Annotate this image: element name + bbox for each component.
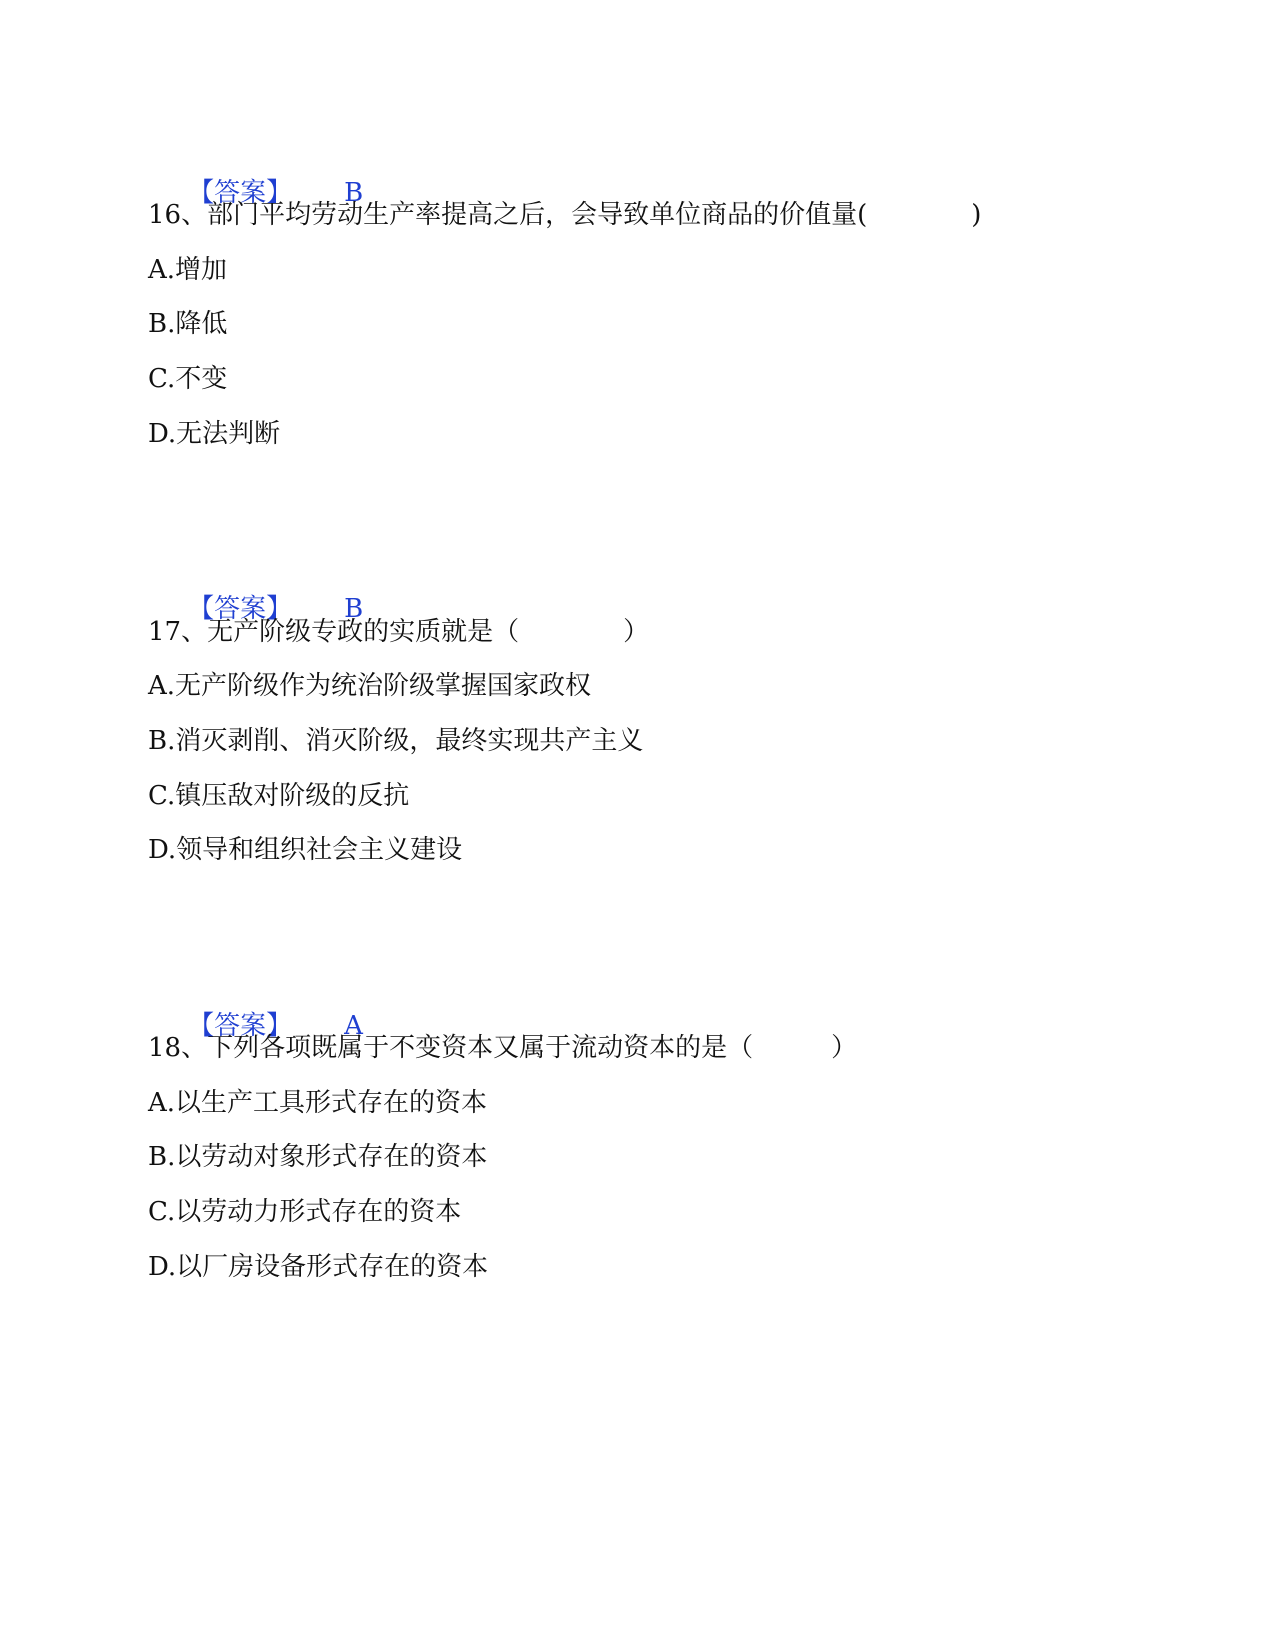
answer-label: 【答案】 bbox=[188, 1011, 293, 1041]
question-text: 17、无产阶级专政的实质就是（ ） bbox=[148, 617, 650, 647]
answer-value: B bbox=[344, 178, 364, 208]
option-b: B.以劳动对象形式存在的资本 bbox=[148, 1142, 488, 1172]
option-c: C.以劳动力形式存在的资本 bbox=[148, 1197, 462, 1227]
option-a: A.以生产工具形式存在的资本 bbox=[148, 1088, 488, 1118]
answer-label: 【答案】 bbox=[188, 594, 293, 624]
answer-value: A bbox=[344, 1011, 363, 1041]
question-text: 16、部门平均劳动生产率提高之后，会导致单位商品的价值量( ) bbox=[148, 200, 982, 230]
option-d: D.无法判断 bbox=[148, 419, 281, 449]
option-b: B.降低 bbox=[148, 309, 228, 339]
option-b: B.消灭剥削、消灭阶级，最终实现共产主义 bbox=[148, 726, 644, 756]
option-d: D.以厂房设备形式存在的资本 bbox=[148, 1252, 489, 1282]
option-d: D.领导和组织社会主义建设 bbox=[148, 835, 463, 865]
option-c: C.不变 bbox=[148, 364, 228, 394]
option-a: A.无产阶级作为统治阶级掌握国家政权 bbox=[148, 671, 592, 701]
option-a: A.增加 bbox=[148, 255, 228, 285]
answer-value: B bbox=[344, 594, 364, 624]
question-text: 18、下列各项既属于不变资本又属于流动资本的是（ ） bbox=[148, 1033, 858, 1063]
answer-label: 【答案】 bbox=[188, 178, 293, 208]
option-c: C.镇压敌对阶级的反抗 bbox=[148, 781, 410, 811]
